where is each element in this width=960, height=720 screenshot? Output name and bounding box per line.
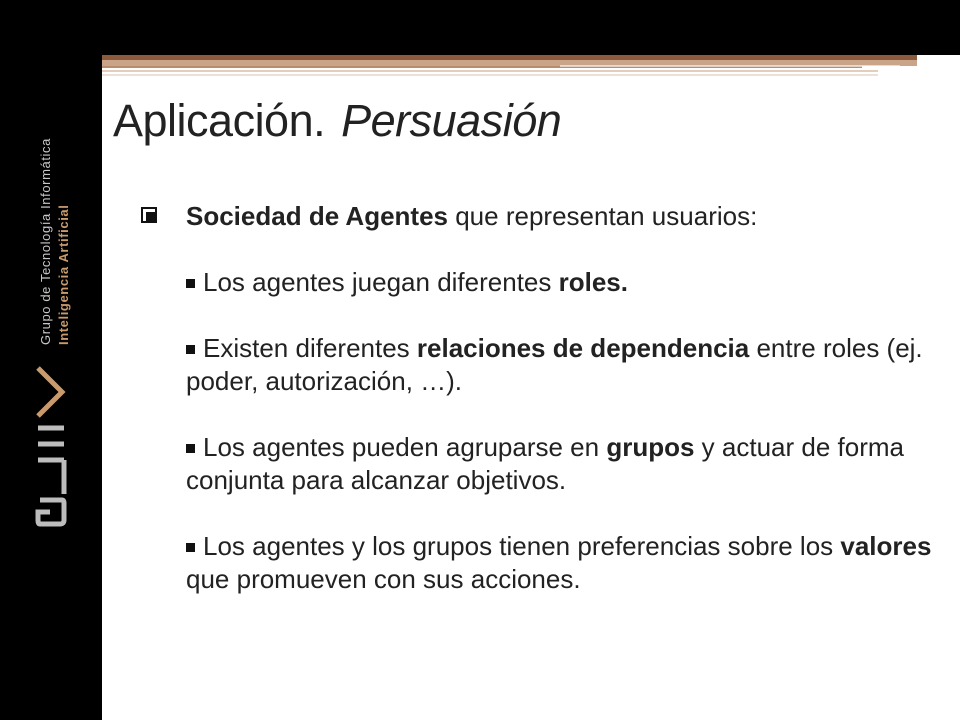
sub-point-text: que promueven con sus acciones. — [186, 564, 581, 594]
sub-point-text: Los agentes y los grupos tienen preferencias sobre los — [203, 531, 841, 561]
square-bullet-icon — [186, 345, 195, 354]
main-point-rest: que representan usuarios: — [448, 201, 758, 231]
checkbox-bullet-icon — [141, 207, 157, 223]
brand-logo — [0, 0, 102, 720]
top-frame-bar — [0, 0, 960, 55]
sub-point — [186, 266, 941, 299]
title-main: Aplicación. — [113, 95, 326, 146]
sub-point — [186, 530, 941, 596]
accent-stripe — [560, 65, 900, 67]
sub-point — [186, 431, 941, 497]
sub-point-bold: relaciones de dependencia — [416, 333, 750, 363]
accent-stripe — [102, 70, 878, 72]
main-point-bold: Sociedad de Agentes — [186, 201, 448, 231]
sub-point-bold: grupos — [606, 432, 695, 462]
sub-point-text: Existen diferentes — [203, 333, 417, 363]
sub-point-text: entre roles (ej. poder, autorización, …). — [186, 333, 923, 396]
title-italic: Persuasión — [341, 95, 562, 146]
accent-stripe — [102, 74, 878, 76]
square-bullet-icon — [186, 543, 195, 552]
main-point — [141, 200, 941, 233]
sub-point-text: Los agentes pueden agruparse en — [203, 432, 607, 462]
brand-line-1: Grupo de Tecnología Informática — [38, 138, 53, 345]
sub-point-bold: roles. — [558, 267, 628, 297]
sub-point-text: Los agentes juegan diferentes — [203, 267, 559, 297]
slide-content — [141, 200, 941, 596]
sub-point-text: y actuar de forma conjunta para alcanzar objetivos. — [186, 432, 904, 495]
sub-point — [186, 332, 941, 398]
brand-line-2: Inteligencia Artificial — [56, 204, 71, 345]
sub-point-bold: valores — [840, 531, 932, 561]
square-bullet-icon — [186, 279, 195, 288]
slide-title — [113, 95, 561, 147]
gti-ia-logo-mark — [38, 368, 64, 524]
brand-sidebar — [0, 0, 102, 720]
square-bullet-icon — [186, 444, 195, 453]
